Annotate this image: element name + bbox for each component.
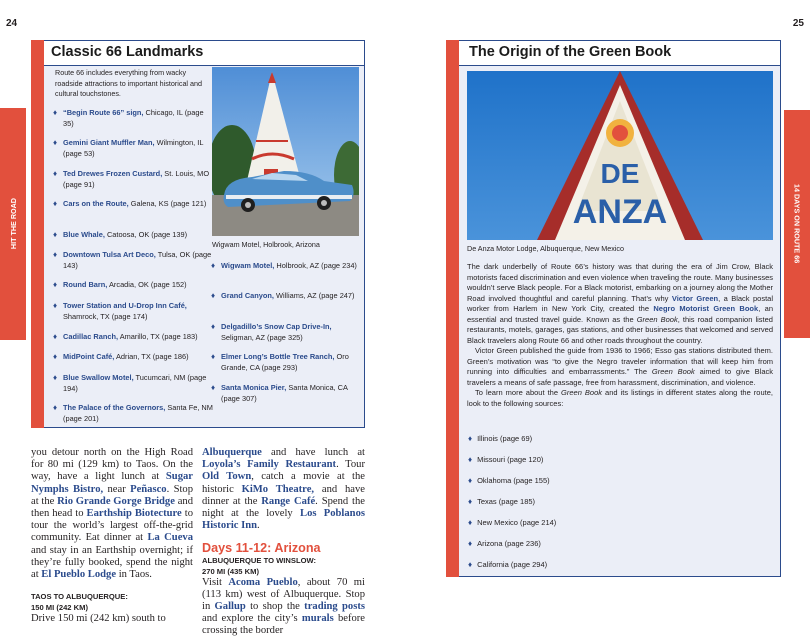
diamond-bullet-icon: ♦ [53, 403, 58, 412]
landmark-detail: St. Louis, MO (page 91) [63, 169, 210, 189]
landmark-detail: Tucumcari, NM (page 194) [63, 373, 207, 393]
section-tab-left [0, 108, 26, 340]
section-tab-right-label: 14 DAYS ON ROUTE 66 [792, 184, 802, 264]
diamond-bullet-icon: ♦ [468, 455, 473, 464]
landmark-name[interactable]: The Palace of the Governors, [63, 403, 166, 412]
venue-link[interactable]: Rio Grande Gorge Bridge [57, 495, 175, 507]
landmark-detail: Adrian, TX (page 186) [114, 352, 189, 361]
landmark-item[interactable] [53, 138, 213, 159]
landmark-item[interactable] [53, 108, 213, 129]
landmark-name[interactable]: Cadillac Ranch, [63, 332, 119, 341]
venue-link[interactable]: Peñasco [130, 483, 167, 495]
landmark-item[interactable] [53, 403, 213, 424]
landmark-detail: Amarillo, TX (page 183) [118, 332, 198, 341]
diamond-bullet-icon: ♦ [211, 322, 216, 331]
landmark-detail: Shamrock, TX (page 174) [63, 311, 148, 321]
landmark-name[interactable]: Round Barn, [63, 280, 108, 289]
landmark-item[interactable] [211, 291, 361, 302]
venue-link[interactable]: KiMo Theatre, [241, 483, 315, 495]
greenbook-source-label: Texas (page 185) [477, 497, 536, 506]
landmarks-accent-bar-overlay [31, 40, 44, 428]
landmark-name[interactable]: Blue Whale, [63, 230, 105, 239]
venue-link[interactable]: El Pueblo Lodge [41, 569, 117, 581]
narrative-column-right [202, 447, 365, 638]
landmark-item[interactable] [53, 230, 213, 241]
venue-link[interactable]: Albuquerque [202, 447, 262, 458]
landmark-detail: Holbrook, AZ (page 234) [274, 261, 357, 270]
wigwam-illustration [212, 67, 359, 236]
venue-link[interactable]: Range Café [261, 495, 316, 507]
landmark-item[interactable] [53, 332, 213, 343]
landmark-detail: Catoosa, OK (page 139) [104, 230, 188, 239]
route-distance-winslow: 270 MI (435 KM) [202, 566, 259, 576]
landmark-name[interactable]: Delgadillo’s Snow Cap Drive-In, [221, 322, 332, 331]
landmark-item[interactable] [53, 199, 213, 210]
landmark-detail: Galena, KS (page 121) [128, 199, 207, 208]
greenbook-link[interactable]: Victor Green [671, 293, 719, 303]
sign-text-de: DE [600, 158, 640, 189]
greenbook-source-item[interactable] [468, 518, 556, 527]
landmark-name[interactable]: Ted Drewes Frozen Custard, [63, 169, 163, 178]
landmark-name[interactable]: Cars on the Route, [63, 199, 129, 208]
greenbook-source-label: Illinois (page 69) [477, 434, 533, 443]
diamond-bullet-icon: ♦ [53, 230, 58, 239]
narrative-paragraph-3: Albuquerque and have lunch at Loyola’s Family Restaurant. Tour Old Town, catch a movie at the historic KiMo Theatre, and have dinner at the Range Café. Spend the night at the lovely Los Poblanos Historic Inn. [202, 447, 365, 532]
diamond-bullet-icon: ♦ [211, 352, 216, 361]
landmark-name[interactable]: Gemini Giant Muffler Man, [63, 138, 155, 147]
venue-link[interactable]: trading posts [304, 601, 365, 613]
landmark-item[interactable] [53, 280, 213, 291]
diamond-bullet-icon: ♦ [468, 518, 473, 527]
greenbook-accent-bar [446, 40, 459, 577]
greenbook-paragraph-1: The dark underbelly of Route 66’s history was that during the era of Jim Crow, Black motorists faced discrimination and even violence when traveling the route. Many businesses wouldn’t serve Black people. For a Black motorist, embarking on a journey along the Mother Road involved thoughtful and careful planning. That’s why Victor Green, a Black postal worker from Harlem in New York City, created the Negro Motorist Green Book, an essential and trusted travel guide. Known as the Green Book, this road companion listed restaurants, motels, garages, gas stations, and other businesses that welcomed and served Black travelers along Route 66 and other roads throughout the country. [467, 262, 773, 345]
greenbook-source-label: California (page 294) [477, 560, 548, 569]
diamond-bullet-icon: ♦ [53, 169, 58, 178]
landmark-item[interactable] [211, 261, 361, 272]
landmark-name[interactable]: Grand Canyon, [221, 291, 274, 300]
landmarks-title: Classic 66 Landmarks [51, 44, 204, 60]
narrative-paragraph-1: you detour north on the High Road for 80 mi (129 km) to Taos. On the way, have a light lunch at Sugar Nymphs Bistro, near Peñasco. Stop at the Rio Grande Gorge Bridge and then head to Earthship Biotecture to tour the world’s largest off-the-grid community. Eat dinner at La Cueva and stay in an Earthship overnight; if they’re fully booked, spend the night at El Pueblo Lodge in Taos. [31, 447, 194, 581]
page-number-left: 24 [6, 18, 18, 29]
diamond-bullet-icon: ♦ [211, 291, 216, 300]
diamond-bullet-icon: ♦ [53, 199, 58, 208]
de-anza-photo-caption: De Anza Motor Lodge, Albuquerque, New Mexico [467, 244, 625, 253]
venue-link[interactable]: Old Town [202, 471, 252, 483]
landmarks-intro: Route 66 includes everything from wacky roadside attractions to important historical and cultural touchstones. [55, 68, 203, 99]
landmark-item[interactable] [53, 169, 213, 190]
greenbook-source-label: Missouri (page 120) [477, 455, 544, 464]
greenbook-source-label: New Mexico (page 214) [477, 518, 557, 527]
landmark-item[interactable] [211, 322, 361, 343]
narrative-column-left [31, 447, 193, 625]
diamond-bullet-icon: ♦ [468, 497, 473, 506]
venue-link[interactable]: La Cueva [147, 532, 193, 544]
venue-link[interactable]: Earthship Biotecture [86, 508, 182, 520]
de-anza-photo [467, 71, 773, 240]
venue-link[interactable]: Acoma Pueblo [228, 576, 298, 588]
landmark-detail: Tulsa, OK (page 143) [63, 250, 212, 270]
diamond-bullet-icon: ♦ [468, 476, 473, 485]
narrative-paragraph-2: Drive 150 mi (242 km) south to [31, 613, 166, 625]
landmark-name[interactable]: Downtown Tulsa Art Deco, [63, 250, 156, 259]
landmark-detail: Williams, AZ (page 247) [273, 291, 355, 300]
landmark-name[interactable]: Elmer Long’s Bottle Tree Ranch, [221, 352, 335, 361]
page-number-right: 25 [792, 18, 804, 29]
diamond-bullet-icon: ♦ [468, 434, 473, 443]
diamond-bullet-icon: ♦ [53, 138, 58, 147]
greenbook-source-item[interactable] [468, 476, 550, 485]
sign-text-anza: ANZA [572, 193, 668, 231]
greenbook-paragraph-3: To learn more about the Green Book and its listings in different states along the route, look to the following sources: [467, 388, 773, 408]
route-distance-taos: 150 MI (242 KM) [31, 603, 88, 613]
de-anza-sign-illustration [467, 71, 773, 240]
greenbook-source-item[interactable] [468, 497, 535, 506]
venue-link[interactable]: murals [301, 613, 334, 625]
wigwam-motel-photo [212, 67, 359, 236]
greenbook-source-item[interactable] [468, 539, 541, 548]
landmark-item[interactable] [211, 352, 361, 373]
greenbook-link[interactable]: Negro Motorist Green Book [653, 304, 759, 313]
greenbook-title: The Origin of the Green Book [469, 44, 672, 60]
landmark-name[interactable]: Santa Monica Pier, [221, 383, 287, 392]
venue-link[interactable]: Loyola’s Family Restaurant [202, 459, 337, 471]
landmark-name[interactable]: Blue Swallow Motel, [63, 373, 134, 382]
diamond-bullet-icon: ♦ [211, 383, 216, 392]
landmark-item[interactable] [53, 352, 216, 363]
section-tab-left-label: HIT THE ROAD [8, 198, 18, 250]
landmark-name[interactable]: Wigwam Motel, [221, 261, 275, 270]
diamond-bullet-icon: ♦ [53, 250, 58, 259]
diamond-bullet-icon: ♦ [53, 108, 58, 117]
greenbook-source-item[interactable] [468, 560, 547, 569]
landmark-detail: Seligman, AZ (page 325) [221, 332, 303, 342]
wigwam-photo-caption: Wigwam Motel, Holbrook, Arizona [212, 240, 320, 249]
narrative-paragraph-4: Visit Acoma Pueblo, about 70 mi (113 km) west of Albuquerque. Stop in Gallup to shop the trading posts and explore the city’s murals before crossing the border [202, 576, 365, 637]
landmark-detail: Arcadia, OK (page 152) [107, 280, 187, 289]
venue-link[interactable]: Los Poblanos Historic Inn [202, 508, 365, 532]
diamond-bullet-icon: ♦ [468, 560, 473, 569]
landmarks-header [32, 41, 364, 66]
greenbook-text [467, 262, 773, 409]
diamond-bullet-icon: ♦ [468, 539, 473, 548]
landmark-detail: Santa Monica, CA (page 307) [221, 383, 348, 403]
section-tab-right [784, 110, 810, 338]
landmark-name[interactable]: “Begin Route 66” sign, [63, 108, 144, 117]
landmark-detail: Chicago, IL (page 35) [63, 108, 204, 128]
greenbook-source-label: Arizona (page 236) [477, 539, 541, 548]
landmark-item[interactable] [53, 373, 216, 394]
landmark-detail: Oro Grande, CA (page 293) [221, 352, 349, 372]
diamond-bullet-icon: ♦ [53, 332, 58, 341]
greenbook-source-item[interactable] [468, 434, 532, 443]
route-subheading-taos: TAOS TO ALBUQUERQUE: [31, 592, 128, 602]
greenbook-source-label: Oklahoma (page 155) [477, 476, 550, 485]
landmark-item[interactable] [53, 301, 213, 322]
diamond-bullet-icon: ♦ [211, 261, 216, 270]
venue-link[interactable]: Sugar Nymphs Bistro, [31, 471, 193, 495]
landmark-detail: Wilmington, IL (page 53) [63, 138, 204, 158]
greenbook-header [447, 41, 780, 66]
greenbook-source-item[interactable] [468, 455, 543, 464]
landmark-detail: Santa Fe, NM (page 201) [63, 403, 213, 423]
diamond-bullet-icon: ♦ [53, 373, 58, 382]
venue-link[interactable]: Gallup [214, 601, 246, 613]
landmark-name[interactable]: MidPoint Café, [63, 352, 115, 361]
days-heading: Days 11-12: Arizona [202, 541, 321, 556]
diamond-bullet-icon: ♦ [53, 352, 58, 361]
route-subheading-winslow: ALBUQUERQUE TO WINSLOW: [202, 555, 317, 565]
landmark-item[interactable] [53, 250, 216, 271]
diamond-bullet-icon: ♦ [53, 280, 58, 289]
landmark-item[interactable] [211, 383, 361, 404]
diamond-bullet-icon: ♦ [53, 301, 58, 310]
landmark-name[interactable]: Tower Station and U-Drop Inn Café, [63, 301, 187, 310]
greenbook-paragraph-2: Victor Green published the guide from 1936 to 1966; Esso gas stations distributed them. Green’s motivation was “to give the Negro traveler information that will keep him from running into difficulties and embarrassments.” The Green Book aimed to give Black travelers a means of safe passage, free from harassment, discrimination, and violence. [467, 346, 773, 387]
